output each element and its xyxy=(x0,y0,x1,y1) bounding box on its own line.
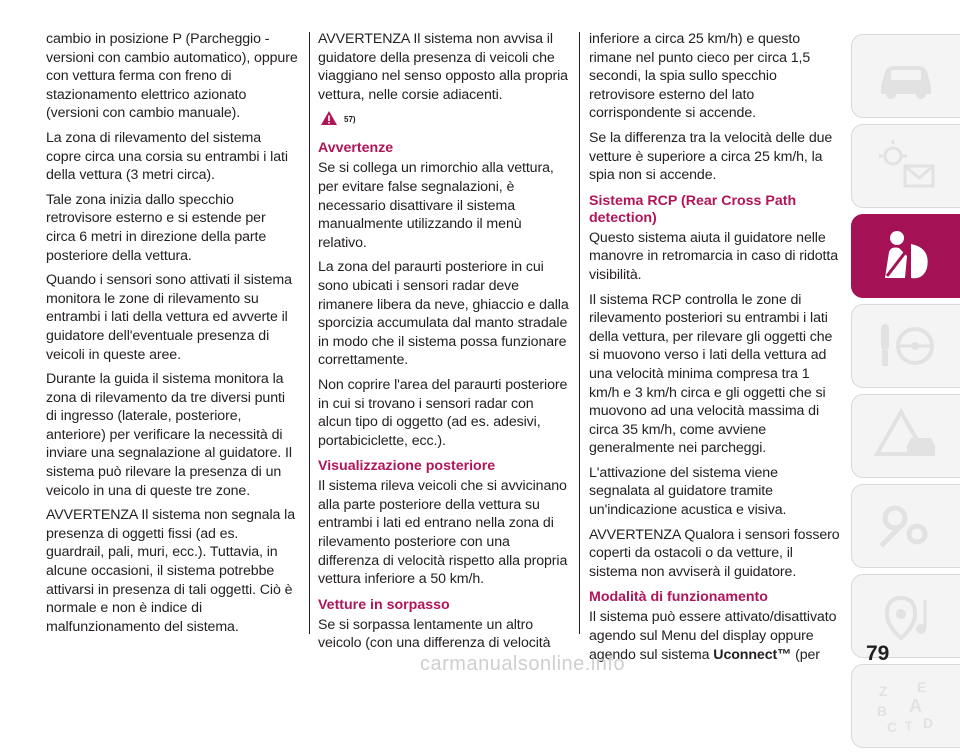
paragraph: inferiore a circa 25 km/h) e questo rimane nel punto cieco per circa 1,5 secondi, la spia sullo specchio retrovisore esterno del lato corrispondente si accende. xyxy=(589,31,811,122)
page-number: 79 xyxy=(866,642,890,665)
paragraph: cambio in posizione P (Parcheggio - versioni con cambio automatico), oppure con vettura ferma con freno di stazionamento elettrico azionato (versioni con cambio manuale). xyxy=(46,31,298,122)
column-3 xyxy=(589,30,841,670)
paragraph: AVVERTENZA Il sistema non avvisa il guidatore della presenza di veicoli che viaggiano nel senso opposto alla propria vettura, nelle corsie adiacenti. xyxy=(318,31,568,103)
alphabet-index-icon xyxy=(871,676,941,736)
paragraph-text: Il sistema può essere attivato/disattivato agendo sul Menu del display oppure agendo sul sistema xyxy=(589,609,837,663)
paragraph: Questo sistema aiuta il guidatore nelle manovre in retromarcia in caso di ridotta visibilità. xyxy=(589,229,839,283)
tab-lights[interactable] xyxy=(851,124,960,208)
paragraph: La zona del paraurti posteriore in cui sono ubicati i sensori radar deve rimanere libera da neve, ghiaccio e dalla sporcizia accumulata dal manto stradale in modo che il sistema possa funzionare correttamente. xyxy=(318,259,569,369)
index-letter: T xyxy=(905,719,913,733)
car-icon xyxy=(871,46,941,106)
paragraph: AVVERTENZA Qualora i sensori fossero coperti da ostacoli o da vetture, il sistema non avviserà il guidatore. xyxy=(589,526,840,580)
paragraph: Quando i sensori sono attivati il sistema monitora le zone di rilevamento su entrambi i lati della vettura ed avverte il guidatore dell'eventuale presenza di veicoli in queste aree. xyxy=(46,272,292,363)
paragraph: Non coprire l'area del paraurti posteriore in cui si trovano i sensori radar con alcun tipo di oggetto (ad es. adesivi, portabiciclette, ecc.). xyxy=(318,376,568,449)
airbag-seatbelt-icon xyxy=(871,226,941,286)
warning-reference[interactable] xyxy=(318,110,570,132)
paragraph: L'attivazione del sistema viene segnalata al guidatore tramite un'indicazione acustica e visiva. xyxy=(589,464,787,519)
section-heading: Sistema RCP (Rear Cross Path detection) xyxy=(589,192,797,226)
paragraph: La zona di rilevamento del sistema copre circa una corsia su entrambi i lati della vettura (3 metri circa). xyxy=(46,129,288,184)
key-steering-wheel-icon xyxy=(871,316,941,376)
paragraph: Tale zona inizia dallo specchio retrovisore esterno e si estende per circa 6 metri in direzione della parte posteriore della vettura. xyxy=(46,191,267,264)
tab-emergency[interactable] xyxy=(851,394,960,478)
paragraph xyxy=(589,608,841,664)
column-1 xyxy=(46,30,298,642)
music-navigation-icon xyxy=(871,586,941,646)
index-letter: C xyxy=(887,719,898,735)
index-letter: D xyxy=(923,715,934,731)
warning-ref-number: 57) xyxy=(344,115,356,125)
column-divider xyxy=(579,32,580,634)
tab-safety[interactable] xyxy=(851,214,960,298)
wrench-gears-icon xyxy=(871,496,941,556)
warning-triangle-car-icon xyxy=(871,406,941,466)
tab-index[interactable] xyxy=(851,664,960,748)
index-letter: Z xyxy=(879,683,888,699)
uconnect-brand: Uconnect™ xyxy=(713,646,792,663)
tab-car[interactable] xyxy=(851,34,960,118)
section-heading: Modalità di funzionamento xyxy=(589,589,768,606)
column-divider xyxy=(309,32,310,634)
index-letter: B xyxy=(877,703,888,719)
tab-maintenance[interactable] xyxy=(851,484,960,568)
paragraph: AVVERTENZA Il sistema non segnala la presenza di oggetti fissi (ad es. guardrail, pali, muri, ecc.). Tuttavia, in alcune occasioni, il sistema potrebbe attivarsi in presenza di tali oggetti. Ciò è normale e non è indice di malfunzionamento del sistema. xyxy=(46,507,296,635)
paragraph: Se la differenza tra la velocità delle due vetture è superiore a circa 25 km/h, la spia non si accende. xyxy=(589,129,833,184)
section-heading: Vetture in sorpasso xyxy=(318,596,450,613)
paragraph: Se si collega un rimorchio alla vettura, per evitare false segnalazioni, è necessario disattivare il sistema manualmente utilizzando il menù relativo. xyxy=(318,160,554,251)
lights-envelope-icon xyxy=(871,136,941,196)
index-letter: A xyxy=(909,696,922,716)
paragraph: Il sistema RCP controlla le zone di rilevamento posteriori su entrambi i lati della vettura, per rilevare gli oggetti che si muovono verso i lati della vettura ad una velocità minima compresa tra 1 km/h e 3 km/h circa e gli oggetti che si muovono ad una velocità massima di circa 35 km/h, come avviene generalmente nei parcheggi. xyxy=(589,291,833,457)
paragraph: Il sistema rileva veicoli che si avvicinano alla parte posteriore della vettura su entrambi i lati ed entrano nella zona di rilevamento posteriore con una differenza di velocità rispetto alla propria vettura inferiore a 50 km/h. xyxy=(318,478,568,588)
section-heading: Visualizzazione posteriore xyxy=(318,458,496,475)
paragraph-text: (per xyxy=(791,646,820,663)
column-2 xyxy=(318,30,570,659)
paragraph: Se si sorpassa lentamente un altro veicolo (con una differenza di velocità xyxy=(318,616,551,652)
paragraph: Durante la guida il sistema monitora la zona di rilevamento da tre diversi punti di ingresso (laterale, posteriore, anteriore) per verificare la necessità di inviare una segnalazione al guidatore. Il sistema può rilevare la presenza di un veicolo in una di queste tre zone. xyxy=(46,371,292,499)
tab-driving[interactable] xyxy=(851,304,960,388)
section-heading: Avvertenze xyxy=(318,140,394,157)
watermark: carmanualsonline.info xyxy=(420,653,626,675)
index-letter: E xyxy=(917,679,927,695)
warning-triangle-icon xyxy=(320,110,338,126)
